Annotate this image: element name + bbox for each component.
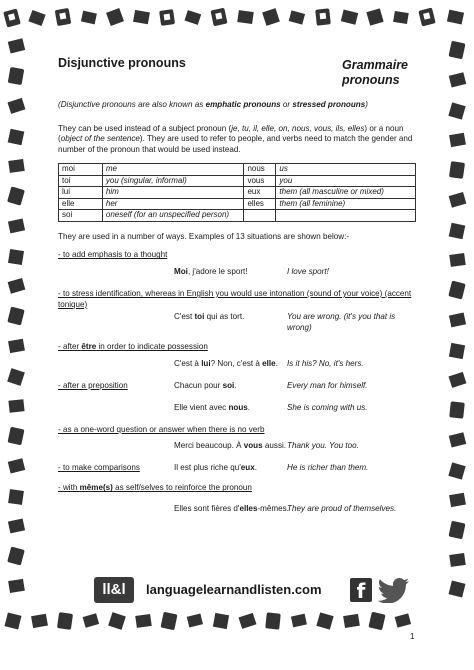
example-text: qui as tort. [204, 312, 245, 322]
example-row [58, 375, 418, 397]
pronoun-highlight: Moi [174, 267, 188, 277]
french-example [174, 312, 244, 323]
decorative-border-left [0, 34, 34, 606]
twitter-icon[interactable] [377, 577, 411, 603]
english-translation: They are proud of themselves. [287, 504, 397, 514]
page-subtitle: Grammaire pronouns [342, 58, 409, 87]
example-row [58, 310, 418, 336]
brand-logo[interactable]: ll&l [94, 577, 134, 603]
section-text: as self/selves to reinforce the pronoun [112, 483, 252, 493]
table-cell: moi [59, 164, 103, 176]
french-example [174, 267, 248, 278]
english-translation: He is richer than them. [287, 463, 369, 473]
website-link[interactable]: languagelearnandlisten.com [146, 582, 322, 597]
pronoun-highlight: elles [239, 504, 258, 514]
example-row [58, 457, 418, 479]
table-cell: them (all feminine) [276, 198, 416, 210]
page-title: Disjunctive pronouns [58, 56, 186, 70]
ways-intro: They are used in a number of ways. Examples of 13 situations are shown below:- [58, 231, 350, 241]
english-translation: Every man for himself. [287, 380, 368, 390]
example-text: , j'adore le sport! [187, 267, 248, 277]
example-text: aussi. [262, 441, 287, 451]
english-translation: I love sport! [287, 267, 329, 277]
example-text: C'est [174, 312, 195, 322]
aka-term-stressed: stressed pronouns [292, 100, 366, 109]
english-translation: You are wrong. (it's you that is wrong) [287, 312, 396, 332]
table-cell: her [102, 198, 244, 210]
pronoun-highlight: vous [243, 441, 263, 451]
table-cell: soi [59, 210, 103, 222]
table-cell: them (all masculine or mixed) [276, 187, 416, 199]
example-text: . [247, 402, 251, 412]
section-heading-one-word: - as a one-word question or answer when there is no verb [58, 424, 265, 434]
example-text: Elle vient avec [174, 402, 229, 412]
example-text: C'est à [174, 358, 202, 368]
pronoun-highlight: eux [240, 463, 255, 473]
table-cell: oneself (for an unspecified person) [102, 210, 244, 222]
example-text: Il est plus riche qu' [174, 463, 241, 473]
table-row [59, 198, 416, 210]
table-cell [244, 210, 276, 222]
facebook-icon[interactable]: f [350, 578, 372, 602]
english-translation: She is coming with us. [287, 402, 368, 412]
example-row [58, 435, 418, 457]
example-text: . [254, 463, 257, 473]
french-example [174, 441, 286, 452]
pronoun-highlight: lui [201, 358, 211, 368]
table-cell: elles [244, 198, 276, 210]
decorative-border-top [0, 0, 474, 34]
french-example [174, 381, 237, 392]
pronoun-highlight: nous [228, 402, 248, 412]
intro-subject-list: je, tu, il, elle, on, nous, vous, ils, elles [231, 123, 365, 133]
table-cell: toi [59, 175, 103, 187]
example-row [58, 397, 418, 419]
table-cell: us [276, 164, 416, 176]
example-row [58, 261, 418, 283]
table-row [59, 164, 416, 176]
table-row [59, 175, 416, 187]
french-example [174, 463, 257, 474]
pronoun-table [58, 163, 416, 222]
section-keyword: même(s) [79, 483, 113, 493]
section-heading-possession [58, 342, 418, 353]
table-cell: vous [244, 175, 276, 187]
section-text: - with [58, 483, 80, 493]
table-cell: elle [59, 198, 103, 210]
decorative-border-right [440, 34, 474, 606]
title-row [58, 58, 418, 94]
section-heading-preposition: - after a preposition [58, 380, 128, 390]
example-row [58, 353, 418, 375]
decorative-border-bottom [0, 606, 474, 640]
example-text: Chacun pour [174, 380, 223, 390]
intro-object-note: object of the sentence [60, 134, 140, 144]
section-heading-identification: - to stress identification, whereas in English you would use intonation (sound of your voice) (accent tonique) [58, 289, 412, 309]
aka-term-emphatic: emphatic pronouns [205, 100, 281, 109]
example-text: Elles sont fières d' [174, 504, 240, 514]
intro-text-1: They can be used instead of a subject pronoun ( [58, 123, 232, 133]
french-example [174, 403, 250, 414]
pronoun-highlight: elle [262, 358, 276, 368]
section-text: - after [58, 342, 82, 352]
french-example [174, 359, 278, 370]
intro-text-3: ). They are used to refer to people, and verbs need to match the gender and number of the pronoun that would be used instead. [58, 134, 413, 154]
worksheet-content [58, 58, 418, 520]
page-number: 1 [410, 632, 415, 641]
english-translation: Is it his? No, it's hers. [287, 358, 364, 368]
example-text: Merci beaucoup. À [174, 441, 244, 451]
section-heading-emphasis: - to add emphasis to a thought [58, 250, 168, 260]
section-text: in order to indicate possession [96, 342, 208, 352]
table-row [59, 210, 416, 222]
table-cell: him [102, 187, 244, 199]
pronoun-highlight: toi [194, 312, 205, 322]
pronoun-highlight: soi [222, 380, 235, 390]
table-cell: you (singular, informal) [102, 175, 244, 187]
example-text: -mêmes. [257, 504, 289, 514]
french-example [174, 504, 289, 515]
aka-text-1: (Disjunctive pronouns are also known as [58, 100, 206, 109]
table-cell: lui [59, 187, 103, 199]
aka-text-3: ) [365, 100, 368, 109]
table-cell: me [102, 164, 244, 176]
table-cell: eux [244, 187, 276, 199]
table-cell: nous [244, 164, 276, 176]
section-heading-comparisons: - to make comparisons [58, 463, 140, 473]
example-text: ? Non, c'est à [210, 358, 263, 368]
example-text: . [275, 358, 278, 368]
table-cell [276, 210, 416, 222]
intro-text-2: ) or a noun ( [58, 123, 404, 144]
section-heading-meme [58, 483, 418, 494]
footer [94, 577, 414, 605]
table-cell: you [276, 175, 416, 187]
aka-text-2: or [280, 100, 293, 109]
section-keyword: être [81, 342, 97, 352]
example-text: . [234, 380, 237, 390]
aka-note [58, 100, 418, 111]
intro-paragraph [58, 124, 418, 156]
english-translation: Thank you. You too. [287, 441, 359, 451]
example-row [58, 494, 418, 520]
table-row [59, 187, 416, 199]
